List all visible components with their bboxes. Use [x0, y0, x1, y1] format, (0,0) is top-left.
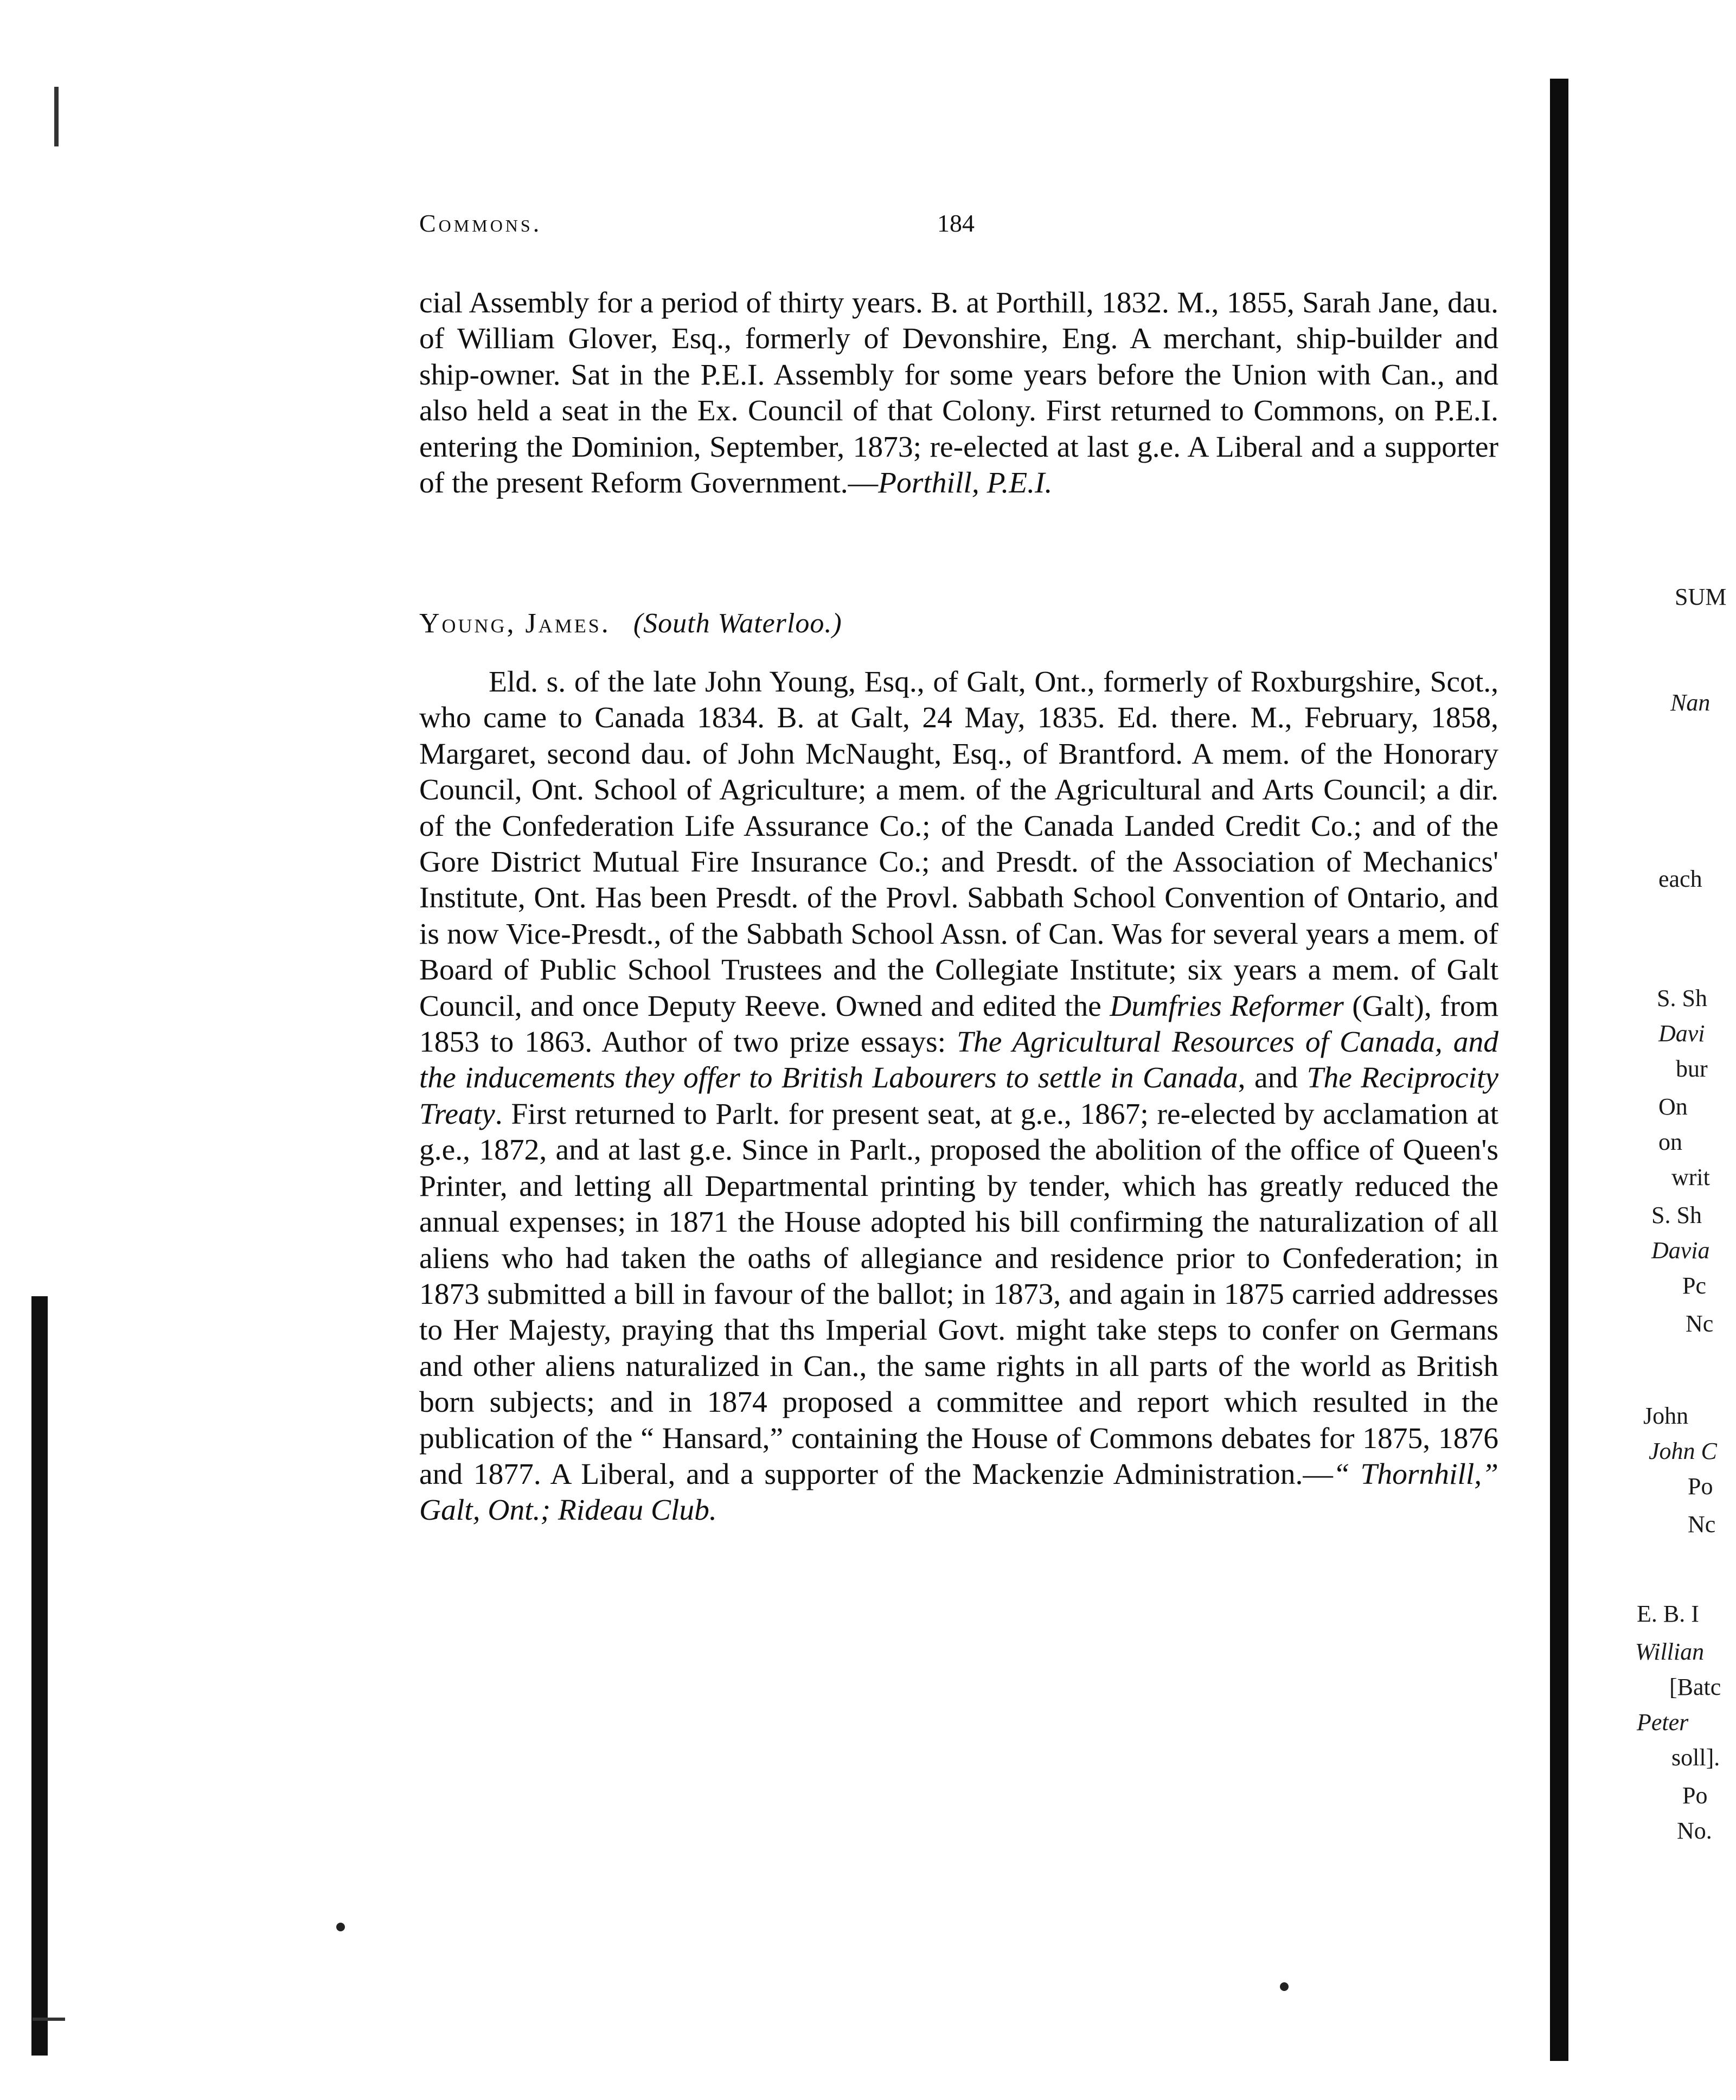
italic-run: Dumfries Reformer: [1110, 989, 1344, 1023]
entry-continuation: [419, 285, 1498, 501]
adjacent-page-fragment: bur: [1676, 1055, 1708, 1082]
adjacent-page-fragment: Nc: [1686, 1310, 1714, 1337]
scan-edge-mark: [33, 2018, 65, 2021]
adjacent-page-fragment: John C: [1649, 1438, 1717, 1464]
entry-heading: [419, 607, 842, 639]
ink-spot: [336, 1923, 345, 1931]
adjacent-page-fragment: SUM: [1675, 584, 1727, 610]
adjacent-page-fragment: [Batc: [1669, 1674, 1721, 1700]
italic-run: “ Thornhill,” Galt, Ont.; Rideau Club.: [419, 1457, 1498, 1527]
gutter-shadow: [1550, 79, 1568, 2061]
adjacent-page-fragment: No.: [1677, 1817, 1712, 1844]
member-name: Young, James.: [419, 608, 611, 639]
adjacent-page-fragment: Po: [1688, 1473, 1713, 1500]
adjacent-page-fragment: Po: [1682, 1782, 1708, 1809]
adjacent-page-fragment: S. Sh: [1651, 1202, 1702, 1228]
italic-run: The Reciprocity Treaty: [419, 1061, 1499, 1131]
adjacent-page-fragment: on: [1658, 1129, 1682, 1155]
page-header: [419, 209, 1498, 252]
adjacent-page-fragment: Pc: [1682, 1272, 1706, 1299]
running-head: Commons.: [419, 209, 542, 237]
text-run: , and: [1238, 1061, 1307, 1095]
italic-run: The Agricultural Resources of Canada, and the inducements they offer to British Labourers to settle in Canada: [419, 1026, 1498, 1095]
text-run: (Galt), from 1853 to 1863. Author of two prize essays:: [419, 989, 1499, 1059]
entry-paragraph: [419, 285, 1498, 501]
adjacent-page-fragment: S. Sh: [1657, 985, 1707, 1011]
text-run: cial Assembly for a period of thirty years. B. at Porthill, 1832. M., 1855, Sarah Jane, dau. of William Glover, Esq., formerly of Devonshire, Eng. A merchant, ship-builder and ship-owner. Sat in the P.E.I. Assembly for some years before the Union with Can., and also held a seat in the Ex. Council of that Colony. First returned to Commons, on P.E.I. entering the Dominion, September, 1873; re-elected at last g.e. A Liberal and a supporter of the present Reform Government.—: [419, 286, 1498, 500]
page-number: 184: [937, 209, 975, 237]
adjacent-page-fragment: soll].: [1671, 1744, 1720, 1771]
scan-edge-shadow: [31, 1296, 48, 2056]
adjacent-page-fragment: Peter: [1637, 1709, 1689, 1736]
italic-run: Porthill, P.E.I.: [878, 466, 1053, 500]
adjacent-page-fragment: Willian: [1635, 1638, 1705, 1665]
adjacent-page-fragment: Nan: [1670, 689, 1711, 716]
text-run: Eld. s. of the late John Young, Esq., of Galt, Ont., formerly of Roxburgshire, Scot., who came to Canada 1834. B. at Galt, 24 May, 1835. Ed. there. M., February, 1858, Margaret, second dau. of John McNaught, Esq., of Brantford. A mem. of the Honorary Council, Ont. School of Agriculture; a mem. of the Agricultural and Arts Council; a dir. of the Confederation Life Assurance Co.; of the Canada Landed Credit Co.; and of the Gore District Mutual Fire Insurance Co.; and Presdt. of the Association of Mechanics' Institute, Ont. Has been Presdt. of the Provl. Sabbath School Convention of Ontario, and is now Vice-Presdt., of the Sabbath School Assn. of Can. Was for several years a mem. of Board of Public School Trustees and the Collegiate Institute; six years a mem. of Galt Council, and once Deputy Reeve. Owned and edited the: [419, 665, 1498, 1023]
adjacent-page-fragment: Davi: [1658, 1020, 1705, 1047]
adjacent-page-fragment: each: [1658, 866, 1702, 892]
adjacent-page-fragment: On: [1658, 1093, 1688, 1120]
adjacent-page-fragment: John: [1643, 1403, 1689, 1429]
adjacent-page-fragment: Nc: [1688, 1511, 1716, 1538]
entry-body: [419, 664, 1498, 1529]
text-run: . First returned to Parlt. for present seat, at g.e., 1867; re-elected by acclamation at g.e., 1872, and at last g.e. Since in Parlt., proposed the abolition of the office of Queen's Printer, and letting all Departmental printing by tender, which has greatly reduced the annual expenses; in 1871 the House adopted his bill confirming the naturalization of all aliens who had taken the oaths of allegiance and residence prior to Confederation; in 1873 submitted a bill in favour of the ballot; in 1873, and again in 1875 carried addresses to Her Majesty, praying that ths Imperial Govt. might take steps to confer on Germans and other aliens naturalized in Can., the same rights in all parts of the world as British born subjects; and in 1874 proposed a committee and report which resulted in the publication of the “ Hansard,” containing the House of Commons debates for 1875, 1876 and 1877. A Liberal, and a supporter of the Mackenzie Administration.—: [419, 1097, 1498, 1491]
ink-spot: [1280, 1982, 1289, 1991]
adjacent-page-fragment: Davia: [1651, 1237, 1710, 1264]
adjacent-page-fragment: E. B. I: [1637, 1600, 1699, 1627]
scan-edge-mark: [54, 87, 59, 146]
adjacent-page-fragment: writ: [1671, 1164, 1710, 1190]
constituency: (South Waterloo.): [633, 608, 842, 639]
entry-paragraph: [419, 664, 1498, 1529]
